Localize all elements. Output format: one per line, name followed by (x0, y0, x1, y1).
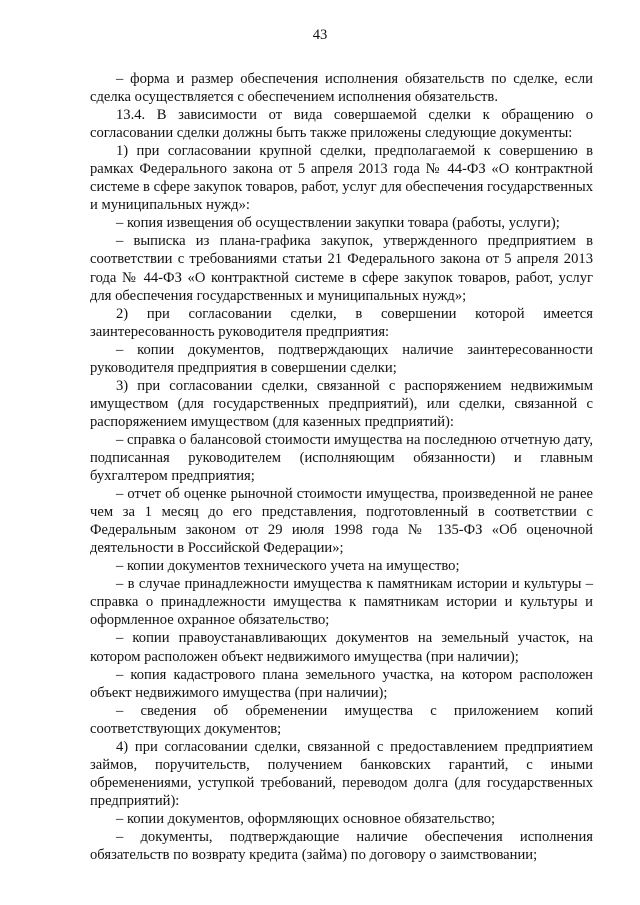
paragraph: – копии документов, оформляющих основное обязательство; (116, 810, 496, 827)
paragraph: – выписка из плана-графика закупок, утвержденного предприятием в соответствии с требованиями статьи 21 Федерального закона от 5 апреля 2013 года № 44-ФЗ «О контрактной системе в сфере закупок товаров, работ, услуг для обеспечения государственных и муниципальных нужд»; (90, 233, 593, 304)
paragraph: 13.4. В зависимости от вида совершаемой сделки к обращению о согласовании сделки должны быть также приложены следующие документы: (90, 107, 593, 142)
page-number: 43 (312, 27, 328, 43)
paragraph: – копии правоустанавливающих документов на земельный участок, на котором расположен объект недвижимого имущества (при наличии); (90, 630, 593, 665)
paragraph: – копии документов технического учета на имущество; (116, 558, 460, 575)
paragraph: – форма и размер обеспечения исполнения обязательств по сделке, если сделка осуществляется с обеспечением исполнения обязательств. (90, 71, 593, 106)
paragraph: – сведения об обременении имущества с приложением копий соответствующих документов; (90, 702, 593, 737)
paragraph: – копии документов, подтверждающих наличие заинтересованности руководителя предприятия в совершении сделки; (90, 341, 593, 376)
paragraph: – копия кадастрового плана земельного участка, на котором расположен объект недвижимого имущества (при наличии); (90, 666, 593, 701)
paragraph: – справка о балансовой стоимости имущества на последнюю отчетную дату, подписанная руководителем (исполняющим обязанности) и главным бухгалтером предприятия; (90, 431, 593, 485)
paragraph: – копия извещения об осуществлении закупки товара (работы, услуги); (116, 215, 560, 232)
paragraph: – в случае принадлежности имущества к памятникам истории и культуры – справка о принадлежности имущества к памятникам истории и культуры и оформленное охранное обязательство; (90, 576, 593, 629)
document-body (90, 70, 593, 864)
paragraph: 1) при согласовании крупной сделки, предполагаемой к совершению в рамках Федерального закона от 5 апреля 2013 года № 44-ФЗ «О контрактной системе в сфере закупок товаров, работ, услуг для обеспечения государственных и муниципальных нужд»: (90, 143, 593, 214)
paragraph: 4) при согласовании сделки, связанной с предоставлением предприятием займов, поручительств, получением банковских гарантий, с иными обременениями, уступкой требований, переводом долга (для государственных предприятий): (90, 738, 593, 809)
paragraph: 3) при согласовании сделки, связанной с распоряжением недвижимым имуществом (для государственных предприятий), или сделки, связанной с распоряжением имуществом (для казенных предприятий): (90, 377, 593, 430)
paragraph: – документы, подтверждающие наличие обеспечения исполнения обязательств по возврату кредита (займа) по договору о заимствовании; (90, 828, 593, 864)
paragraph: – отчет об оценке рыночной стоимости имущества, произведенной не ранее чем за 1 месяц до его представления, подготовленный в соответствии с Федеральным законом от 29 июля 1998 года № 135-ФЗ «Об оценочной деятельности в Российской Федерации»; (90, 486, 593, 557)
paragraph: 2) при согласовании сделки, в совершении которой имеется заинтересованность руководителя предприятия: (90, 305, 593, 340)
